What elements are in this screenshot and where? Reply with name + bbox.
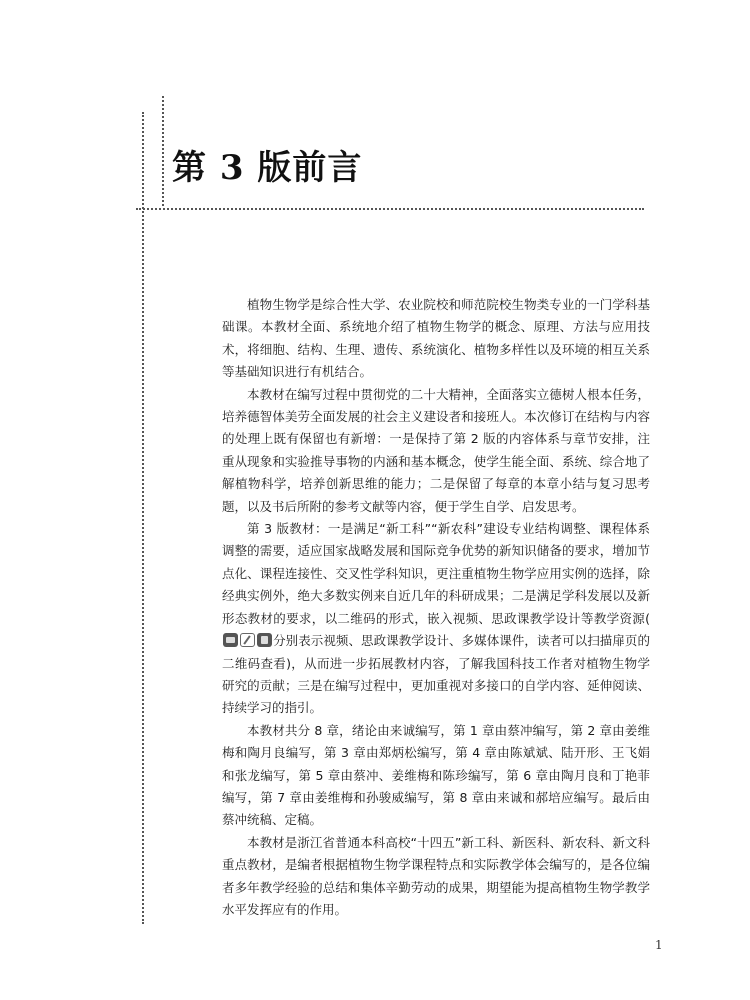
dotted-horizontal-rule bbox=[136, 208, 644, 210]
page-number: 1 bbox=[655, 938, 663, 952]
slides-icon bbox=[257, 633, 272, 647]
dotted-vertical-rule-inner bbox=[162, 96, 164, 206]
teaching-design-icon bbox=[240, 633, 255, 647]
dotted-vertical-rule-outer bbox=[142, 112, 144, 924]
body-text bbox=[222, 294, 650, 921]
paragraph-3-part-2: 分别表示视频、思政课教学设计、多媒体课件，读者可以扫描扉页的二维码查看)，从而进一步拓展教材内容，了解我国科技工作者对植物生物学研究的贡献；三是在编写过程中，更加重视对多接口的自学内容、延伸阅读、持续学习的指引。 bbox=[222, 633, 650, 716]
paragraph-2: 本教材在编写过程中贯彻党的二十大精神，全面落实立德树人根本任务，培养德智体美劳全面发展的社会主义建设者和接班人。本次修订在结构与内容的处理上既有保留也有新增：一是保持了第 2 版的内容体系与章节安排，注重从现象和实验推导事物的内涵和基本概念，使学生能全面、系统、综合地了解植物科学，培养创新思维的能力；二是保留了每章的本章小结与复习思考题，以及书后所附的参考文献等内容，便于学生自学、启发思考。 bbox=[222, 386, 650, 514]
paragraph-5: 本教材是浙江省普通本科高校“十四五”新工科、新医科、新农科、新文科重点教材，是编者根据植物生物学课程特点和实际教学体会编写的，是各位编者多年教学经验的总结和集体辛勤劳动的成果，期望能为提高植物生物学教学水平发挥应有的作用。 bbox=[222, 834, 650, 917]
paragraph-1: 植物生物学是综合性大学、农业院校和师范院校生物类专业的一门学科基础课。本教材全面、系统地介绍了植物生物学的概念、原理、方法与应用技术，将细胞、结构、生理、遗传、系统演化、植物多样性以及环境的相互关系等基础知识进行有机结合。 bbox=[222, 297, 650, 380]
video-icon bbox=[223, 633, 238, 647]
paragraph-4: 本教材共分 8 章，绪论由来诚编写，第 1 章由蔡冲编写，第 2 章由姜维梅和陶月良编写，第 3 章由郑炳松编写，第 4 章由陈斌斌、陆开形、王飞娟和张龙编写，第 5 章由蔡冲、姜维梅和陈珍编写，第 6 章由陶月良和丁艳菲编写，第 7 章由姜维梅和孙骏威编写，第 8 章由来诚和郝培应编写。最后由蔡冲统稿、定稿。 bbox=[222, 722, 650, 828]
page-title: 第 3 版前言 bbox=[172, 148, 363, 188]
paragraph-3 bbox=[222, 518, 650, 720]
paragraph-3-part-1: 第 3 版教材：一是满足“新工科”“新农科”建设专业结构调整、课程体系调整的需要，适应国家战略发展和国际竞争优势的新知识储备的要求，增加节点化、课程连接性、交叉性学科知识，更注重植物生物学应用实例的选择，除经典实例外，绝大多数实例来自近几年的科研成果；二是满足学科发展以及新形态教材的要求，以二维码的形式，嵌入视频、思政课教学设计等教学资源( bbox=[222, 521, 650, 626]
